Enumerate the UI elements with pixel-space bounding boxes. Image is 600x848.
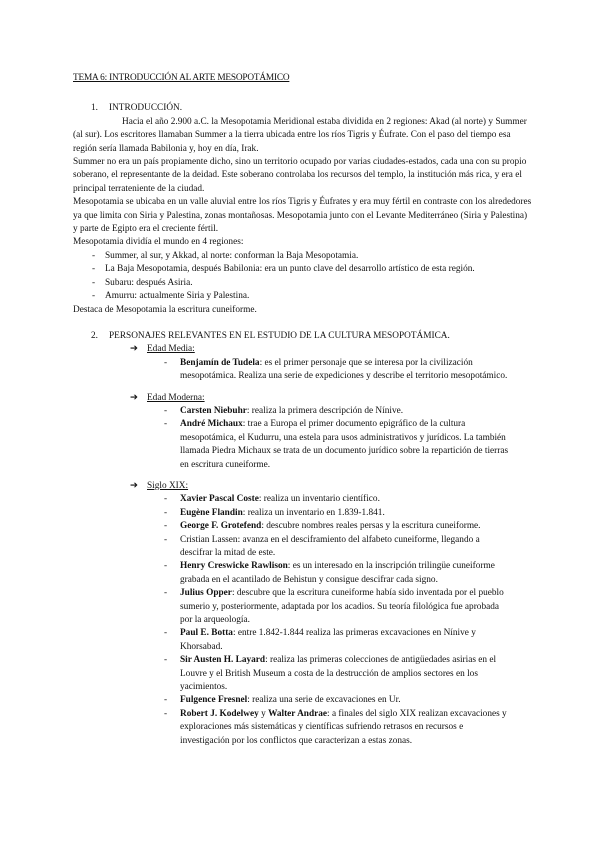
document-title: TEMA 6: INTRODUCCIÓN AL ARTE MESOPOTÁMICO [73,73,290,83]
arrow-right-icon: ➔ [130,344,138,355]
regions-list [73,250,533,304]
list-item: - George F. Grotefend: descubre nombres reales persas y la escritura cuneiforme. [164,521,481,532]
paragraph: Mesopotamia se ubicaba en un valle aluvial entre los ríos Tigris y Éufrates y era muy fértil en contraste con los alrededores ya que limita con Siria y Palestina, zonas montañosas. Mesopotamia junto con el Levante Mediterráneo (Siria y Palestina) y parte de Egipto era el creciente fértil. [73,197,532,235]
arrow-right-icon: ➔ [130,392,138,403]
paragraph: Hacia el año 2.900 a.C. la Mesopotamia Meridional estaba dividida en 2 regiones: Akad (al norte) y Summer (al sur). Los escritores llamaban Summer a la tierra ubicada entre los ríos Tigris y Éufrate. Con el paso del tiempo esa región sería llamada Babilonia y, hoy en día, Irak. [73,116,527,154]
document-page [73,72,533,756]
list-item: - Amurru: actualmente Siria y Palestina. [92,291,250,302]
list-item: - Subaru: después Asiria. [92,277,193,288]
list-item: - Fulgence Fresnel: realiza una serie de excavaciones en Ur. [164,695,401,706]
arrow-right-icon: ➔ [130,480,138,491]
list-item: - Carsten Niebuhr: realiza la primera descripción de Nínive. [164,405,404,416]
people-list [73,357,533,384]
list-item: - Benjamín de Tudela: es el primer personaje que se interesa por la civilización mesopotámica. Realiza una serie de expediciones y describe el territorio mesopotámico. [164,357,508,382]
list-item: - Sir Austen H. Layard: realiza las primeras colecciones de antigüedades asirias en el Louvre y el British Museum a costa de la destrucción de amplios sectores en los yacimientos. [164,655,497,693]
section-1-heading [73,102,533,115]
people-list [73,405,533,472]
section-heading-text: INTRODUCCIÓN. [109,103,183,114]
people-list [73,493,533,748]
list-item: - Eugène Flandin: realiza un inventario en 1.839-1.841. [164,507,385,518]
section-2-heading [73,330,533,343]
section-number: 1. [91,103,98,114]
list-item: - Julius Opper: descubre que la escritura cuneiforme había sido inventada por el pueblo sumerio y, posteriormente, adaptada por los acadios. Su teoría filológica fue aprobada por la arqueología. [164,588,504,626]
list-item: - Cristian Lassen: avanza en el desciframiento del alfabeto cuneiforme, llegando a descifrar la mitad de este. [164,534,480,558]
section-number: 2. [91,330,98,341]
group-heading: ➔ Edad Media: [130,343,533,356]
list-item: - La Baja Mesopotamia, después Babilonia: era un punto clave del desarrollo artístico de esta región. [92,264,475,275]
list-item: - Robert J. Kodelwey y Walter Andrae: a finales del siglo XIX realizan excavaciones y exploraciones más sistemáticas y científicas sufriendo retrasos en recursos e investigación por los conflictos que caracterizan a estas zonas. [164,708,507,746]
list-item: - André Michaux: trae a Europa el primer documento epigráfico de la cultura mesopotámica, el Kudurru, una estela para usos administrativos y jurídicos. La también llamada Piedra Michaux se trata de un documento jurídico sobre la repartición de tierras en escritura cuneiforme. [164,419,509,470]
paragraph: Destaca de Mesopotamia la escritura cuneiforme. [73,304,257,315]
group-heading: ➔ Siglo XIX: [130,480,533,493]
list-item: - Henry Creswicke Rawlison: es un interesado en la inscripción trilingüe cuneiforme grabada en el acantilado de Behistun y consigue descifrar cada signo. [164,561,495,585]
section-heading-text: PERSONAJES RELEVANTES EN EL ESTUDIO DE LA CULTURA MESOPOTÁMICA. [109,330,450,341]
list-item: - Xavier Pascal Coste: realiza un inventario científico. [164,494,380,505]
paragraph: Summer no era un país propiamente dicho, sino un territorio ocupado por varias ciudades-estados, cada una con su propio soberano, el representante de la deidad. Este soberano controlaba los recursos del templo, la institución más rica, y era el principal terrateniente de la ciudad. [73,157,527,194]
paragraph: Mesopotamia dividía el mundo en 4 regiones: [73,237,244,248]
list-item: - Summer, al sur, y Akkad, al norte: conforman la Baja Mesopotamia. [92,250,359,261]
group-heading: ➔ Edad Moderna: [130,392,533,405]
list-item: - Paul E. Botta: entre 1.842-1.844 realiza las primeras excavaciones en Nínive y Khorsabad. [164,628,476,652]
